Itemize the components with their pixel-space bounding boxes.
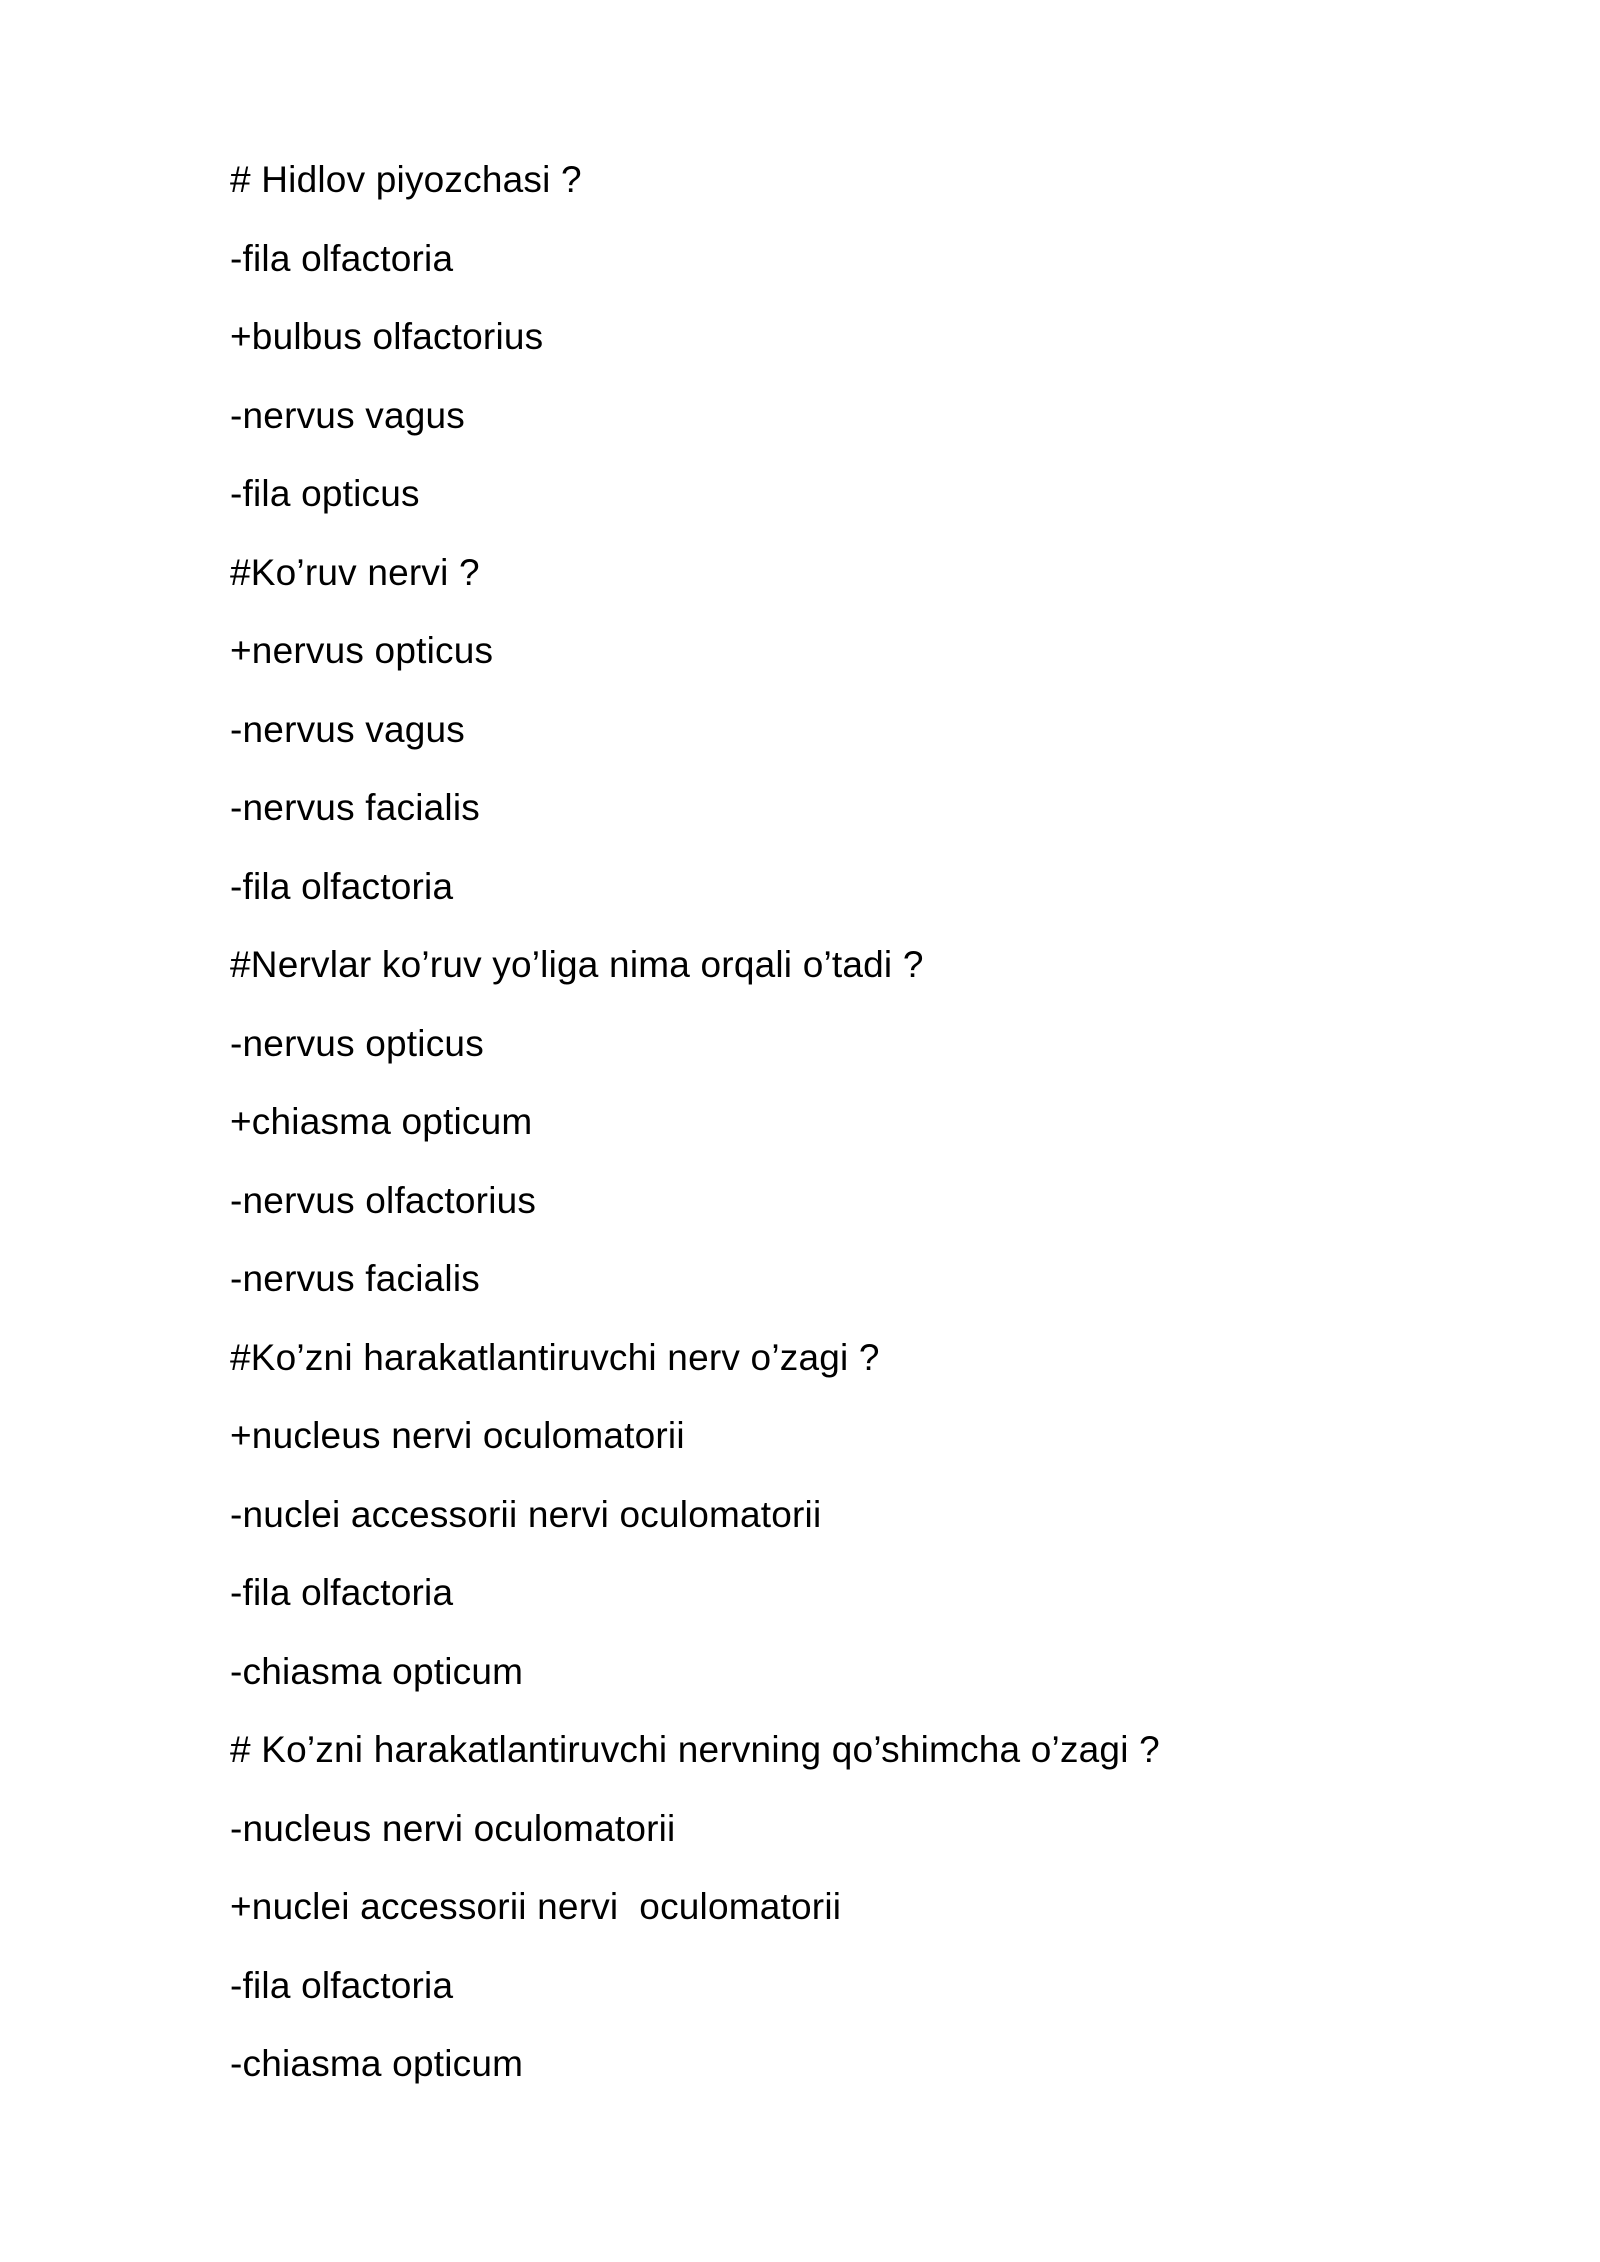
answer-option-correct: +nervus opticus xyxy=(230,630,494,671)
answer-option: -fila opticus xyxy=(230,473,420,514)
answer-option: -nervus vagus xyxy=(230,394,465,436)
answer-option-correct: +nucleus nervi oculomatorii xyxy=(230,1415,685,1456)
answer-option: -fila olfactoria xyxy=(230,1964,454,2006)
answer-option-correct: +bulbus olfactorius xyxy=(230,316,544,357)
question-heading: #Nervlar ko’ruv yo’liga nima orqali o’tadi ? xyxy=(230,944,924,985)
answer-option: -nervus facialis xyxy=(230,1258,480,1299)
answer-option-correct: +nuclei accessorii nervi oculomatorii xyxy=(230,1886,842,1927)
answer-option: -nucleus nervi oculomatorii xyxy=(230,1807,676,1849)
answer-option: -nervus facialis xyxy=(230,787,480,828)
question-heading: # Hidlov piyozchasi ? xyxy=(230,159,582,200)
answer-option: -fila olfactoria xyxy=(230,237,454,279)
document-body xyxy=(230,152,1450,2115)
question-heading: #Ko’zni harakatlantiruvchi nerv o’zagi ? xyxy=(230,1336,880,1378)
question-heading: #Ko’ruv nervi ? xyxy=(230,551,480,593)
answer-option: -chiasma opticum xyxy=(230,1650,524,1692)
answer-option: -nervus olfactorius xyxy=(230,1179,537,1221)
answer-option: -nervus opticus xyxy=(230,1022,484,1064)
answer-option: -nuclei accessorii nervi oculomatorii xyxy=(230,1493,822,1535)
answer-option: -fila olfactoria xyxy=(230,1572,454,1613)
answer-option-correct: +chiasma opticum xyxy=(230,1101,533,1142)
answer-option: -fila olfactoria xyxy=(230,865,454,907)
question-heading: # Ko’zni harakatlantiruvchi nervning qo’shimcha o’zagi ? xyxy=(230,1729,1160,1770)
answer-option: -chiasma opticum xyxy=(230,2043,524,2084)
answer-option: -nervus vagus xyxy=(230,708,465,750)
